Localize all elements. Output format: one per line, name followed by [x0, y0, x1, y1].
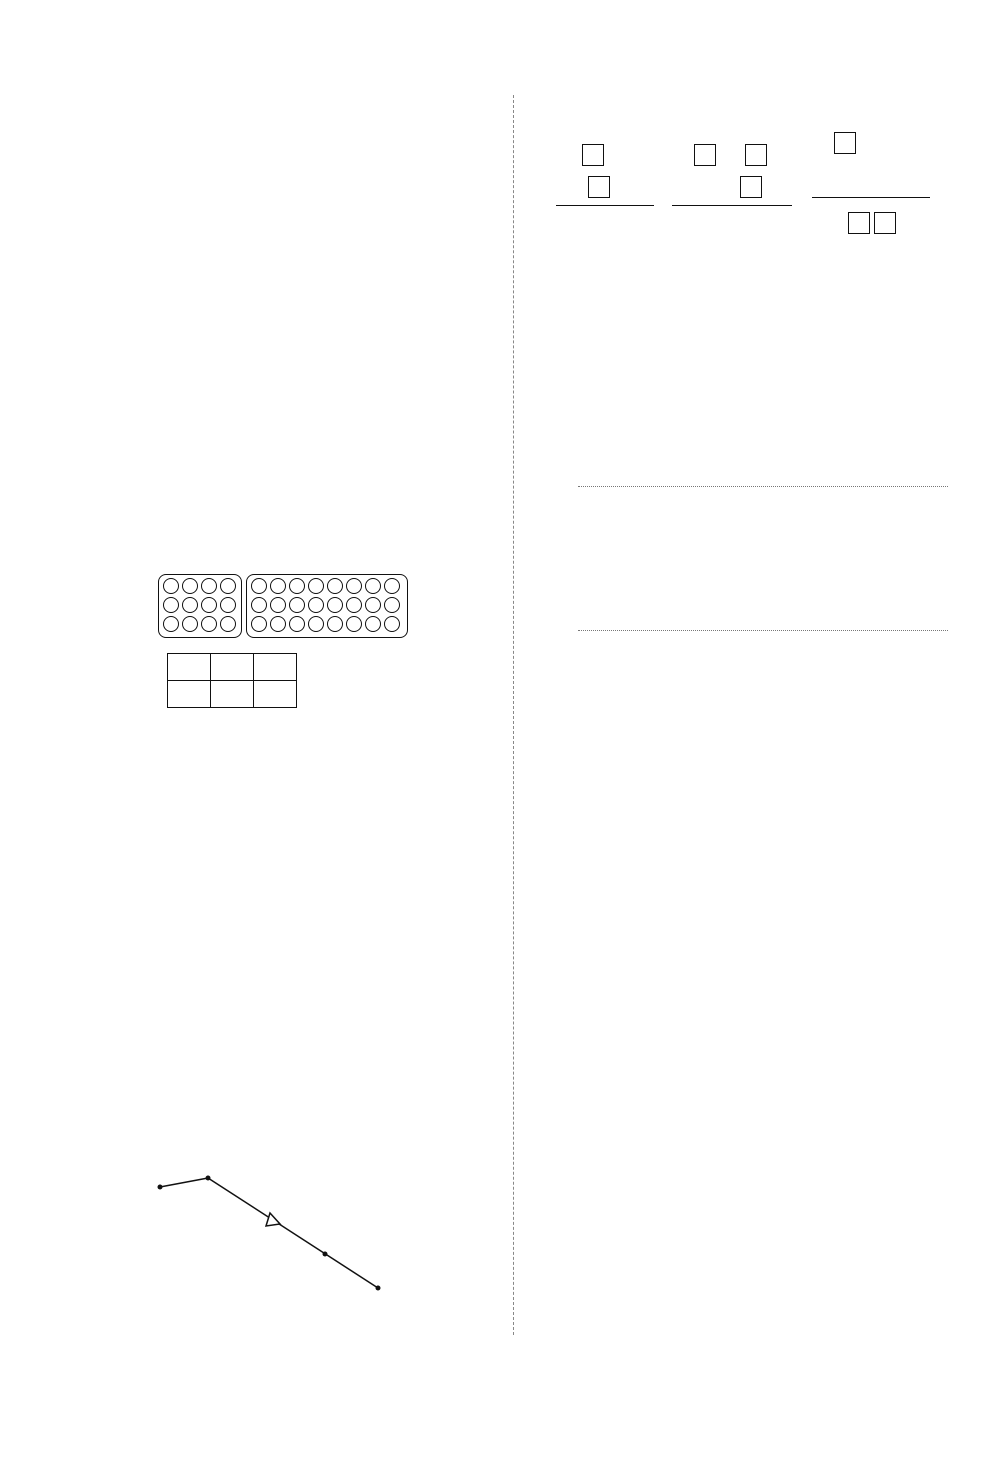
- box: [874, 212, 896, 234]
- counting-circle: [163, 578, 179, 594]
- box: [745, 144, 767, 166]
- rule: [812, 197, 930, 198]
- table-row-head: [168, 681, 211, 708]
- counting-circle: [384, 597, 400, 613]
- box: [848, 212, 870, 234]
- counting-circle: [327, 597, 343, 613]
- table-cell-0: [211, 681, 254, 708]
- counting-circle: [346, 597, 362, 613]
- extension-box: [578, 512, 948, 631]
- counting-circle: [182, 578, 198, 594]
- counting-circle: [201, 616, 217, 632]
- counting-circle: [201, 597, 217, 613]
- rule: [672, 205, 792, 206]
- column-divider: [513, 95, 514, 1335]
- table-cell-1: [254, 681, 297, 708]
- counting-circle: [365, 578, 381, 594]
- route-map: [120, 1160, 420, 1310]
- counting-circle: [308, 616, 324, 632]
- box: [740, 176, 762, 198]
- box: [588, 176, 610, 198]
- counting-circle: [163, 616, 179, 632]
- counting-circle: [270, 597, 286, 613]
- counting-circle: [346, 578, 362, 594]
- table-col-0: [211, 654, 254, 681]
- counting-circle: [220, 597, 236, 613]
- counting-circle: [327, 578, 343, 594]
- counting-circle: [308, 597, 324, 613]
- counting-circle: [289, 597, 305, 613]
- counting-circle: [251, 578, 267, 594]
- extension-header-line: [578, 486, 948, 513]
- counting-circle: [220, 578, 236, 594]
- table-op: [168, 654, 211, 681]
- counting-circle: [365, 597, 381, 613]
- counting-circle: [163, 597, 179, 613]
- table-col-1: [254, 654, 297, 681]
- counting-circle: [384, 616, 400, 632]
- counting-circle: [251, 616, 267, 632]
- multiplication-table: [167, 653, 297, 708]
- box: [834, 132, 856, 154]
- rule: [556, 205, 654, 206]
- counting-circle: [384, 578, 400, 594]
- counting-circle: [201, 578, 217, 594]
- counting-circle: [182, 597, 198, 613]
- counting-circle: [220, 616, 236, 632]
- counting-circle: [346, 616, 362, 632]
- counting-circle: [270, 578, 286, 594]
- counting-circle: [308, 578, 324, 594]
- box: [582, 144, 604, 166]
- counting-circle: [327, 616, 343, 632]
- counting-circle: [270, 616, 286, 632]
- box: [694, 144, 716, 166]
- counting-circle: [251, 597, 267, 613]
- counting-circle: [289, 616, 305, 632]
- counting-circle: [182, 616, 198, 632]
- counting-circle: [365, 616, 381, 632]
- counting-circle: [289, 578, 305, 594]
